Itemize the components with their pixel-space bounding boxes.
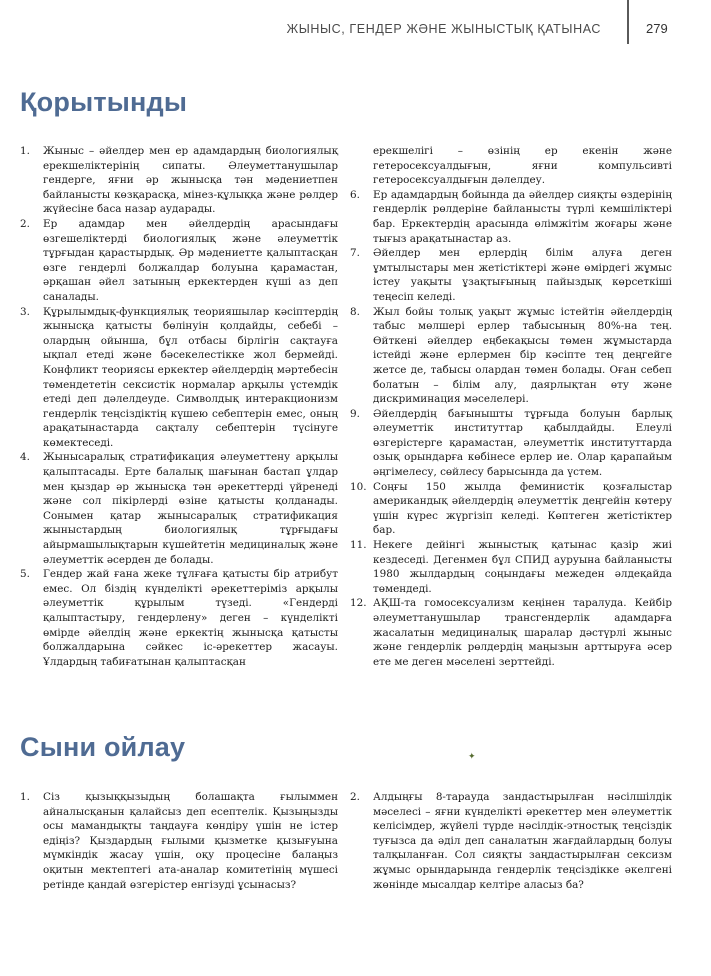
list-item: [350, 246, 672, 304]
section-heading-critical-thinking: Сыни ойлау: [20, 732, 186, 762]
item-number: 1.: [20, 145, 30, 157]
item-number: 5.: [20, 568, 30, 581]
list-item: [20, 144, 338, 217]
item-text: Ер адамдар мен әйелдердің арасындағы өзгешеліктерді биологиялық және әлеуметтік тұрғыдан қарастырдық. Әр мәдениетте қалыптасқан өзге гендерлі болжалдар болуына қарамастан, әрқашан әйел затының еркектерден күші аз деп саналады.: [43, 217, 338, 303]
list-item: [20, 790, 338, 892]
conclusion-list-right: [350, 144, 672, 669]
item-text: Әйелдердің бағынышты тұрғыда болуын барлық әлеуметтік институттар қабылдайды. Елеулі өзгерістерге қарамастан, әлеуметтік институттарда озық орындарға көбінесе ерлер ие. Олар қарапайым әңгімелесу, сөйлесу барысында да үстем.: [373, 407, 672, 479]
item-text: ерекшелігі – өзінің ер екенін және гетеросексуалдығын, яғни компульсивті гетеросексуалдығын дәлелдеу.: [373, 145, 672, 187]
critical-list-left: [20, 790, 338, 892]
item-number: 4.: [20, 451, 30, 464]
critical-list-right: [350, 790, 672, 892]
running-header-title: ЖЫНЫС, ГЕНДЕР ЖӘНЕ ЖЫНЫСТЫҚ ҚАТЫНАС: [286, 22, 601, 36]
list-item: [20, 567, 338, 669]
item-text: Некеге дейінгі жыныстық қатынас қазір жиі кездеседі. Дегенмен бұл СПИД ауруына байланысты 1980 жылдардың соңындағы межеден әлдеқайда төмендеді.: [373, 539, 672, 595]
item-text: Құрылымдық-функциялық теорияшылар кәсіптердің жынысқа қатысты бөлінуін қолдайды, себебі – олардың ойынша, бұл отбасы бірлігін сақтауға ықпал етеді және бәсекелестікке жол бермейді. Конфликт теориясы еркектер әйелдердің мәртебесін төмендететін сексистік нормалар арқылы үстемдік етеді деп дәлелдеуде. Символдық интеракционизм гендерлік теңсіздіктің күшею себептерін емес, оның арақатынастарда сақталу себептерін түсінуге көмектеседі.: [43, 305, 338, 449]
item-text: Алдыңғы 8-тарауда зандастырылған нәсілшілдік мәселесі – яғни күнделікті әрекеттер мен әлеуметтік келісімдер, жүйелі түрде нәсілдік-этностық теңсіздік туғызса да әділ деп саналатын жағдайлардың болуы талқыланған. Сол сияқты заңдастырылған сексизм жұмыс орындарында гендерлік теңсіздікке әкелгені жөнінде мысалдар келтіре аласыз ба?: [373, 791, 672, 891]
item-text: Гендер жай ғана жеке тұлғаға қатысты бір атрибут емес. Ол біздің күнделікті әрекеттеріміз арқылы әлеуметтік құрылым түзеді. «Гендерді қалыптастыру, гендерлену» деген – күнделікті өмірде әйелдің және еркектің жынысқа қатысты болжалдарына сәйкес іс-әрекеттер жасауы. Ұлдардың табиғатынан қалыптасқан: [43, 568, 338, 668]
list-item: [20, 450, 338, 567]
item-text: АҚШ-та гомосексуализм кеңінен таралуда. Кейбір әлеуметтанушылар трансгендерлік адамдарға жасалатын медициналық шаралар дәстүрлі жыныс және гендерлік рөлдердің маңызын арттыруға әсер ете ме деген мәселені зерттейді.: [373, 597, 672, 668]
item-number: 7.: [350, 247, 360, 260]
running-header: [0, 0, 711, 62]
list-item-continuation: [350, 144, 672, 188]
list-item: [350, 407, 672, 480]
item-number: 2.: [20, 217, 30, 230]
item-text: Жыныс – әйелдер мен ер адамдардың биологиялық ерекшеліктерінің сипаты. Әлеуметтанушылар гендерге, яғни әр жынысқа тән мәдениетпен байланысты көзқарасқа, мінез-құлыққа және рөлдер жүйесіне баса назар аударады.: [43, 145, 338, 216]
list-item: [20, 217, 338, 305]
item-number: 1.: [20, 791, 30, 803]
item-number: 10.: [350, 480, 367, 493]
item-number: 2.: [350, 791, 360, 803]
item-number: 12.: [350, 597, 367, 610]
section-heading-conclusion: Қорытынды: [20, 87, 188, 117]
page-number: 279: [646, 21, 668, 36]
list-item: [350, 790, 672, 892]
item-number: 11.: [350, 539, 367, 552]
header-divider: [627, 0, 629, 44]
decorative-mark: ✦: [468, 752, 476, 762]
list-item: [350, 305, 672, 407]
list-item: [20, 305, 338, 451]
item-text: Сіз қызыққызыдың болашақта ғылыммен айналысқанын қалайсыз деп есептелік. Қызыңызды осы мамандықты таңдауға көндіру үшін не істер едіңіз? Қыздардың ғылыми қызметке қызығуына мүмкіндік жасау үшін, оқу процесіне балаңыз оқитын мектептегі ата-аналар комитетінің мүшесі ретінде қандай өзгерістер енгізуді ұсынасыз?: [43, 791, 338, 891]
item-number: 6.: [350, 188, 360, 201]
item-text: Соңғы 150 жылда феминистік қозғалыстар американдық әйелдердің әлеуметтік деңгейін көтеру үшін күрес жүргізіп келеді. Көптеген жетістіктер бар.: [373, 480, 672, 537]
item-number: 8.: [350, 305, 360, 318]
item-text: Ер адамдардың бойында да әйелдер сияқты өздерінің гендерлік рөлдеріне байланысты түрлі кемшіліктері бар. Еркектердің арасында өлімжітім жоғары және тығыз арақатынастар аз.: [373, 188, 672, 245]
conclusion-list-left: [20, 144, 338, 669]
item-text: Жыл бойы толық уақыт жұмыс істейтін әйелдердің табыс мөлшері ерлер табысының 80%-на тең. Өйткені әйелдер еңбекақысы төмен жұмыстарда істейді және ерлермен бір кәсіпте тең деңгейге жетсе де, табысы олардан төмен болады. Оған себеп болатын – білім алу, даярлықтан өту және дискриминация мәселелері.: [373, 305, 672, 406]
list-item: [350, 480, 672, 538]
item-number: 3.: [20, 305, 30, 318]
item-text: Әйелдер мен ерлердің білім алуға деген ұмтылыстары мен жетістіктері және өмірдегі жұмыс істеу уақыты ұзақтығының пайыздық көрсеткіші теңесіп келеді.: [373, 247, 672, 303]
list-item: [350, 596, 672, 669]
item-text: Жынысаралық стратификация әлеуметтену арқылы қалыптасады. Ерте балалық шағынан бастап ұлдар мен қыздар әр жынысқа тән әрекеттерді үйренеді және сол пікірлерді өзіне қатысты қолданады. Сонымен қатар жынысаралық стратификация жыныстардың биологиялық тұрғыдағы айырмашылықтарын күшейтетін медициналық және әлеуметтік әсерден де болады.: [43, 451, 338, 566]
item-number: 9.: [350, 407, 360, 420]
list-item: [350, 538, 672, 596]
list-item: [350, 188, 672, 246]
